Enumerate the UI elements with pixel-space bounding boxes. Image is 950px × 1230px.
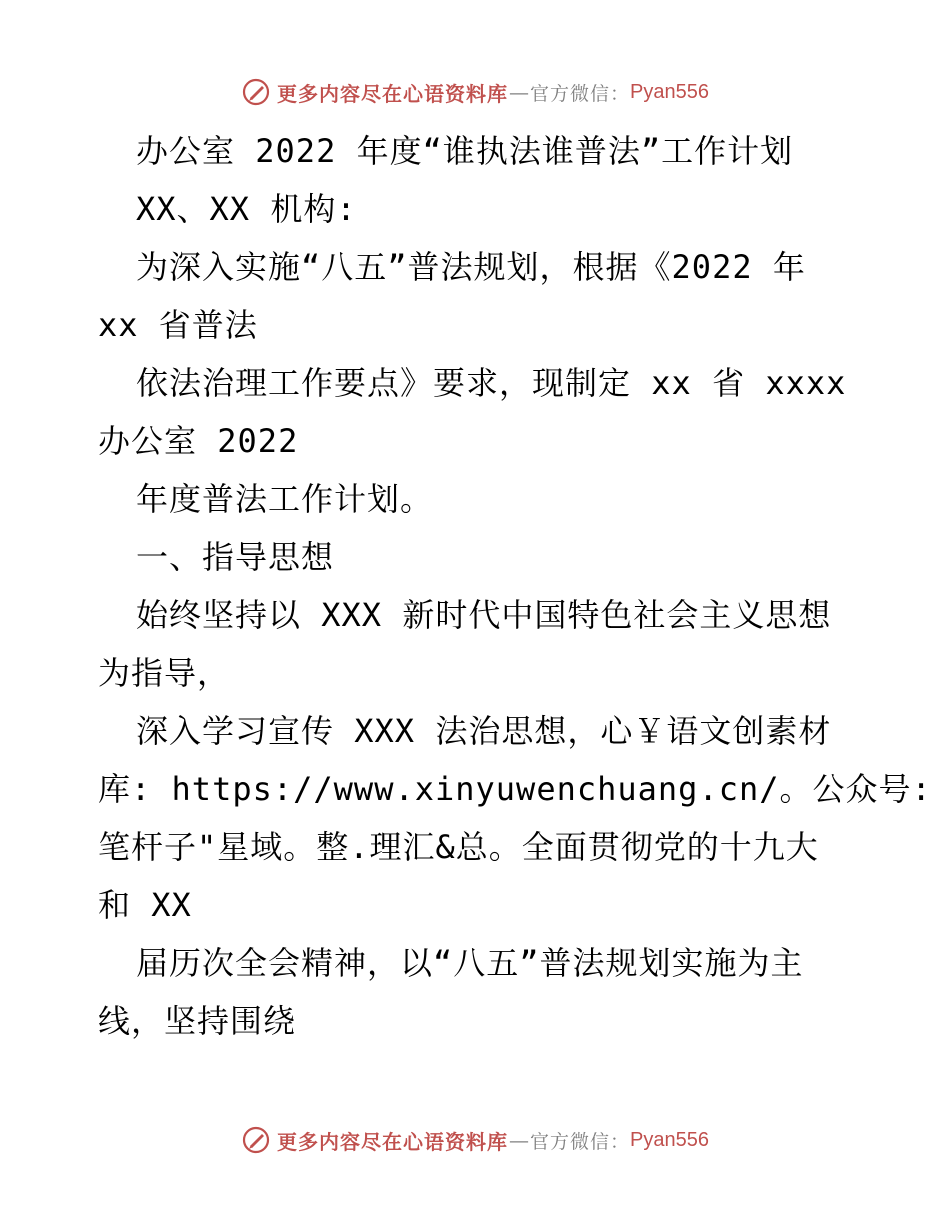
banner-dash: — [509, 1128, 529, 1152]
quill-logo-icon [241, 1125, 271, 1155]
document-line: 届历次全会精神，以“八五”普法规划实施为主 [136, 944, 804, 982]
document-line: 深入学习宣传 XXX 法治思想，心￥语文创素材 [136, 712, 832, 750]
banner-wechat-label: 官方微信： [530, 1130, 631, 1153]
section-heading: 一、指导思想 [136, 538, 335, 576]
document-line: XX、XX 机构: [136, 190, 357, 228]
document-line: 库: https://www.xinyuwenchuang.cn/。公众号: [98, 770, 932, 808]
document-line: xx 省普法 [98, 306, 258, 344]
banner-wechat-id: Pyan556 [630, 1128, 709, 1151]
footer-banner [0, 1120, 950, 1160]
banner-wechat-label: 官方微信： [530, 82, 631, 105]
quill-logo-icon [241, 77, 271, 107]
banner-wechat-id: Pyan556 [630, 80, 709, 103]
document-line: 依法治理工作要点》要求，现制定 xx 省 xxxx [136, 364, 847, 402]
banner-slogan: 更多内容尽在心语资料库 [277, 1129, 508, 1154]
document-line: 和 XX [98, 886, 192, 924]
document-body [98, 122, 932, 1050]
document-line: 为深入实施“八五”普法规划，根据《2022 年 [136, 248, 806, 286]
document-line: 始终坚持以 XXX 新时代中国特色社会主义思想 [136, 596, 832, 634]
document-line: 为指导， [98, 654, 231, 692]
document-title: 办公室 2022 年度“谁执法谁普法”工作计划 [136, 132, 794, 170]
document-line: 办公室 2022 [98, 422, 299, 460]
banner-dash: — [509, 80, 529, 104]
document-line: 笔杆子"星域。整.理汇&总。全面贯彻党的十九大 [98, 828, 819, 866]
document-line: 年度普法工作计划。 [136, 480, 434, 518]
banner-slogan: 更多内容尽在心语资料库 [277, 81, 508, 106]
document-line: 线，坚持围绕 [98, 1002, 297, 1040]
header-banner [0, 72, 950, 112]
